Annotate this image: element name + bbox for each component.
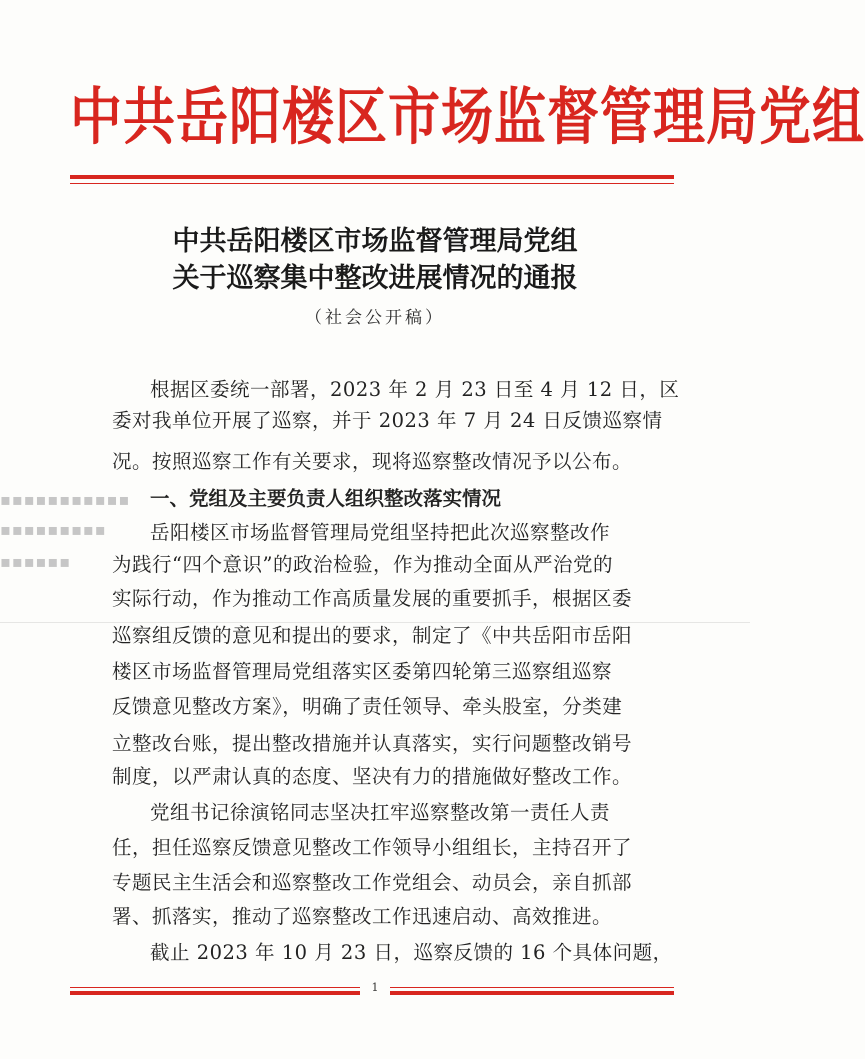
- paragraph-line: 委对我单位开展了巡察，并于 2023 年 7 月 24 日反馈巡察情: [112, 409, 663, 432]
- header-rule-thin: [70, 183, 674, 184]
- paragraph-line: 岳阳楼区市场监督管理局党组坚持把此次巡察整改作: [150, 521, 611, 544]
- section-heading: 一、党组及主要负责人组织整改落实情况: [150, 487, 502, 510]
- bleed-through-mark: ▪▪▪▪▪▪: [0, 552, 72, 571]
- paragraph-line: 实际行动，作为推动工作高质量发展的重要抓手，根据区委: [112, 587, 633, 610]
- paragraph-line: 为践行“四个意识”的政治检验，作为推动全面从严治党的: [112, 553, 613, 576]
- paragraph-line: 根据区委统一部署，2023 年 2 月 23 日至 4 月 12 日，区: [150, 378, 680, 401]
- bleed-through-mark: ▪▪▪▪▪▪▪▪▪: [0, 520, 107, 539]
- paragraph-line: 截止 2023 年 10 月 23 日，巡察反馈的 16 个具体问题，: [150, 941, 673, 964]
- paragraph-line: 况。按照巡察工作有关要求，现将巡察整改情况予以公布。: [112, 450, 633, 473]
- document-title-line-1: 中共岳阳楼区市场监督管理局党组: [172, 226, 578, 257]
- paragraph-line: 署、抓落实，推动了巡察整改工作迅速启动、高效推进。: [112, 905, 613, 928]
- bleed-through-mark: ▪▪▪▪▪▪▪▪▪▪▪: [0, 490, 131, 509]
- paragraph-line: 任，担任巡察反馈意见整改工作领导小组组长，主持召开了: [112, 836, 633, 859]
- masthead-title: 中共岳阳楼区市场监督管理局党组: [70, 81, 865, 154]
- paragraph-line: 反馈意见整改方案》，明确了责任领导、牵头股室，分类建: [112, 695, 623, 718]
- header-rule-thick: [70, 175, 674, 179]
- paragraph-line: 立整改台账，提出整改措施并认真落实，实行问题整改销号: [112, 732, 633, 755]
- document-title-line-2: 关于巡察集中整改进展情况的通报: [172, 263, 578, 294]
- paragraph-line: 党组书记徐演铭同志坚决扛牢巡察整改第一责任人责: [150, 801, 611, 824]
- document-subtitle: （社会公开稿）: [305, 308, 445, 328]
- paragraph-line: 楼区市场监督管理局党组落实区委第四轮第三巡察组巡察: [112, 660, 613, 683]
- paragraph-line: 巡察组反馈的意见和提出的要求，制定了《中共岳阳市岳阳: [112, 624, 633, 647]
- page-number: 1: [360, 981, 390, 995]
- paragraph-line: 专题民主生活会和巡察整改工作党组会、动员会，亲自抓部: [112, 871, 633, 894]
- paragraph-line: 制度，以严肃认真的态度、坚决有力的措施做好整改工作。: [112, 765, 633, 788]
